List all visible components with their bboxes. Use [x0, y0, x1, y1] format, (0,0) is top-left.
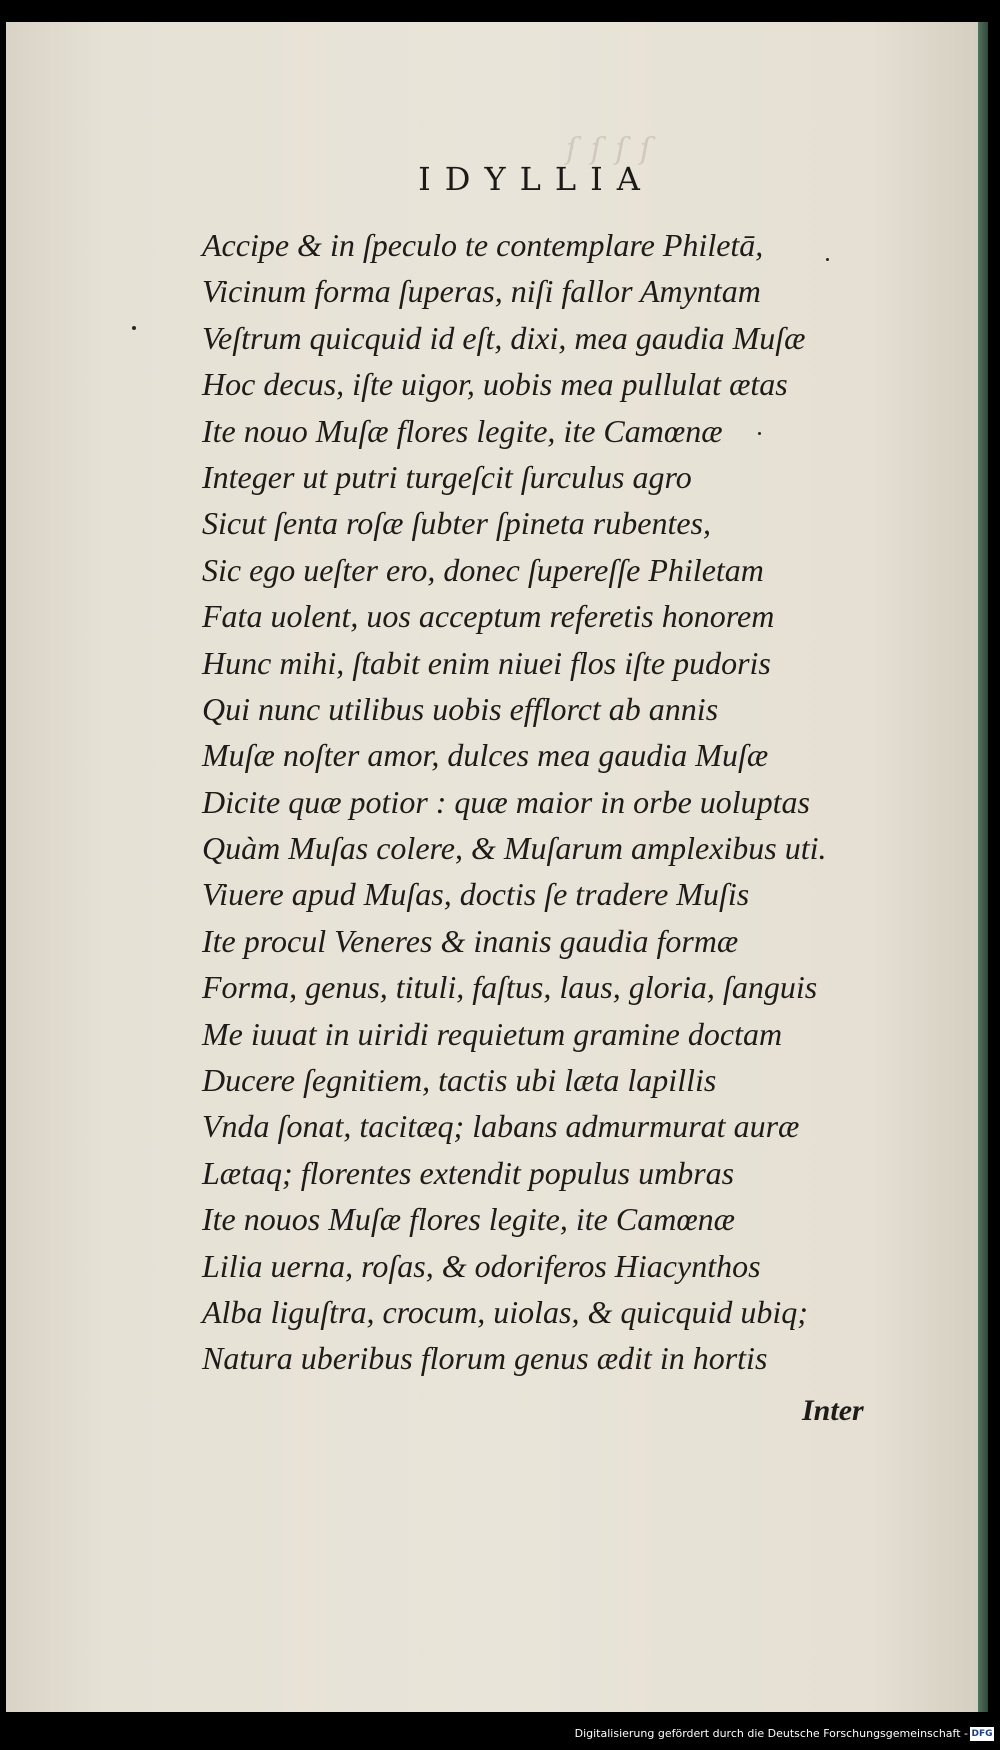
- verse-line: Lætaq; florentes extendit populus umbras: [202, 1154, 735, 1191]
- verse-line: Sic ego ueſter ero, donec ſupereſſe Philetam: [202, 551, 764, 588]
- catchword: Inter: [802, 1394, 864, 1427]
- verse-line: Ite nouo Muſæ flores legite, ite Camœnæ: [202, 412, 723, 449]
- running-head: IDYLLIA: [418, 160, 654, 198]
- verse-line: Veſtrum quicquid id eſt, dixi, mea gaudia Muſæ: [202, 319, 806, 356]
- footer-credit: Digitalisierung gefördert durch die Deutsche Forschungsgemeinschaft -: [574, 1727, 968, 1740]
- verse-line: Sicut ſenta roſæ ſubter ſpineta rubentes,: [202, 505, 711, 542]
- ink-speck: [758, 432, 761, 435]
- book-page: [6, 22, 988, 1712]
- verse-line: Qui nunc utilibus uobis efflorct ab annis: [202, 690, 719, 727]
- verse-line: Muſæ noſter amor, dulces mea gaudia Muſæ: [202, 737, 769, 774]
- verse-text: [202, 222, 922, 1382]
- verse-line: Fata uolent, uos acceptum referetis honorem: [202, 598, 775, 635]
- verse-line: Vicinum forma ſuperas, niſi fallor Amyntam: [202, 273, 761, 310]
- verse-line: Hunc mihi, ſtabit enim niuei flos iſte pudoris: [202, 644, 771, 681]
- verse-line: Accipe & in ſpeculo te contemplare Philetā,: [202, 227, 764, 263]
- ink-speck: [132, 326, 136, 330]
- page-edge: [978, 22, 988, 1712]
- verse-line: Integer ut putri turgeſcit ſurculus agro: [202, 458, 692, 495]
- dfg-logo: DFG: [971, 1729, 993, 1739]
- verse-line: Quàm Muſas colere, & Muſarum amplexibus uti.: [202, 830, 827, 867]
- ink-speck: [826, 258, 829, 261]
- verse-line: Hoc decus, iſte uigor, uobis mea pullulat ætas: [202, 366, 788, 403]
- verse-line: Natura uberibus florum genus ædit in hortis: [202, 1340, 768, 1377]
- verse-line: Forma, genus, tituli, faſtus, laus, gloria, ſanguis: [202, 969, 818, 1006]
- verse-line: Ite procul Veneres & inanis gaudia formæ: [202, 922, 739, 959]
- verse-line: Vnda ſonat, tacitæq; labans admurmurat auræ: [202, 1108, 800, 1145]
- verse-line: Alba liguſtra, crocum, uiolas, & quicquid ubiq;: [202, 1293, 808, 1330]
- verse-line: Me iuuat in uiridi requietum gramine doctam: [202, 1015, 783, 1052]
- show-through-text: ſ ſ ſ ſ: [566, 132, 654, 167]
- verse-line: Viuere apud Muſas, doctis ſe tradere Muſis: [202, 876, 750, 913]
- verse-line: Ite nouos Muſæ flores legite, ite Camœnæ: [202, 1201, 735, 1238]
- verse-line: Dicite quæ potior : quæ maior in orbe uoluptas: [202, 783, 810, 820]
- verse-line: Lilia uerna, roſas, & odoriferos Hiacynthos: [202, 1247, 761, 1284]
- verse-line: Ducere ſegnitiem, tactis ubi læta lapillis: [202, 1062, 717, 1099]
